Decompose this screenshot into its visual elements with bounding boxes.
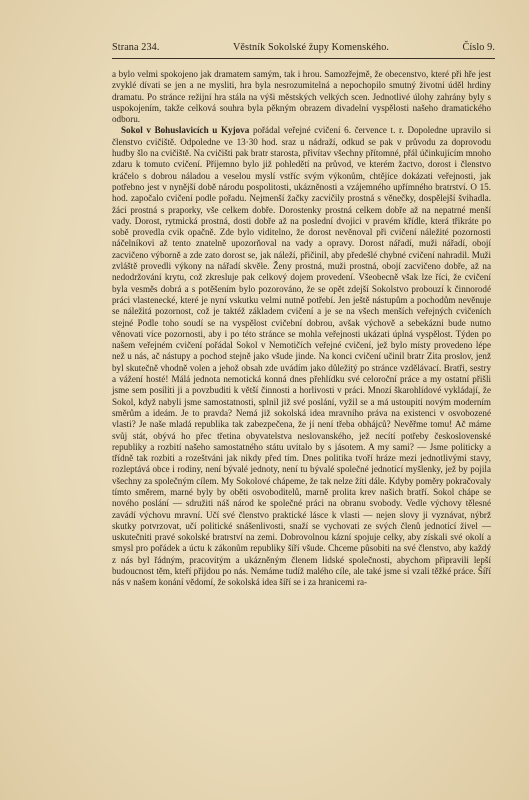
paragraph-dramatic-review: a bylo velmi spokojeno jak dramatem samým, tak i hrou. Samozřejmě, že obecenstvo, které při hře jest zvyklé dívati se jen a ne mysliti, hra byla nesrozumitelná a nepochopilo smutný životní úděl hrdiny dramatu. Po stránce režijní hra stála na výši městských velkých scen. Jednotlivé úlohy zahrány byly s uspokojením, takže celková souhra byla pěkným obrazem divadelní vyspělosti našeho dramatického odboru. — [112, 69, 491, 125]
running-header — [112, 42, 495, 53]
article-body — [112, 69, 491, 589]
section-heading: Sokol v Bohuslavicích u Kyjova — [121, 125, 250, 136]
header-divider — [112, 58, 495, 59]
page-number-label: Strana 234. — [112, 42, 160, 53]
paragraph-public-exercise-text: pořádal veřejné cvičení 6. července t. r. Dopoledne upravilo si členstvo cvičiště. Odpoledne ve 13·30 hod. sraz u nádraží, odkud se pak v průvodu za doprovodu hudby šlo na cvičiště. Na cvičišti pak bratr starosta, přivítav všechny přítomné, přál účinkujícím mnoho zdaru k tomuto cvičení. Příjemno bylo již pohledětí na průvod, ve kterém žactvo, dorost i členstvo kráčelo s dobrou náladou a veselou myslí vstříc svým výkonům, chtějíce dokázati veřejnosti, jak potřebno jest v nynější době národu pospolitosti, ukázněnosti a vzájemného upřímného bratrství. O 15. hod. započalo cvičení podle pořadu. Nejmenší žačky zacvičily prostná s věnečky, dospělejší švihadla. žáci prostná s praporky, vše celkem dobře. Dorostenky prostná celkem dobře až na nepatrné menší vady. Dorost, rytmická prostná, dosti dobře až na poslední dvojici v pravém křídle, která třikráte po sobě provedla cvik opačně. Zde bylo viditelno, že dorost nevěnoval při cvičení náležité pozornosti náčelníkovi až tento znatelně upozorňoval na vady a opravy. Dorost nářadí, muži nářadí, obojí zacvičeno výborně a zde zato dorost se, jak náleží, přičinil, aby předešlé chybné cvičení nahradil. Muži zvláště provedli výkony na nářadí skvěle. Ženy prostná, muži prostná, obojí zacvičeno dobře, až na nedodržování krytu, což zkresluje pak celkový dojem provedení. Všeobecně však lze říci, že cvičení byla vesměs dobrá a s potěšením bylo pozorováno, že se opět zdejší Sokolstvo probouzí k činnorodé práci vlastenecké, které je nyní vskutku velmi nutně potřebí. Jen ještě nástupům a pochodům nevěnuje se náležitá pozornost, což je taktéž základem cvičení a je se na všech menších veřejných cvičeních stejné Podle toho soudí se na vyspělost cvičební dobrou, avšak výchově a sebekázni bude nutno věnovati více pozornosti, aby i po této stránce se mohla veřejnosti ukázati úplná vyspělost. Týden po našem veřejném cvičení pořádal Sokol v Nemotičích veřejné cvičení, jež bylo místy provedeno lépe než u nás, ač nástupy a pochod stejně jako všude jinde. Na konci cvičení učinil bratr Zita proslov, jenž byl skutečně vhodně volen a jehož obsah zde uvádím jako důležitý po stránce vzdělávací. Bratři, sestry a vážení hosté! Málá jednota nemotická konná dnes přehlídku své celoroční práce a my ostatní přišli jsme sem posíliti ji a povzbuditi k větší činnosti a horlivosti v práci. Mnozí škarohlídové vykládají, že Sokol, když nabyli jsme samostatnosti, splnil již své poslání, vyžil se a má ustoupiti novým moderním směrům a ideám. Je to pravda? Nemá již sokolská idea mravního práva na existenci v osvobozené vlasti? Je naše mladá republika tak zabezpečena, že jí není třeba obhájců? Nevěřme tomu! Ač máme svůj stát, obývá ho přec třetina obyvatelstva neslovanského, jež necítí potřeby československé republiky a rozbití našeho samostatného státu uvítalo by s jásotem. A my sami? — Jsme politicky a třídně tak rozbiti a rozeštváni jak nikdy před tím. Dnes politika tvoří hráze mezi jednotlivými stavy, rozleptává obce i rodiny, není bývalé jednoty, není tu bývalé společné jednotící myšlenky, jež by pojila všechny za společným cílem. My Sokolové chápeme, že tak nelze žíti dále. Kdyby poměry pokračovaly tímto směrem, marné byly by oběti osvoboditelů, marně prolita krev našich bratří. Sokol chápe se nového poslání — sdružiti náš národ ke společné práci na obranu svobody. Vedle výchovy tělesné zavádí výchovu mravní. Učí své členstvo praktické lásce k vlasti — nejen slovy ji vyznávat, nýbrž skutky potvrzovat, učí politické snášenlivosti, snaží se vychovati ze svých členů jednotící živel — uskutečniti pravé sokolské bratrství na zemi. Dobrovolnou kázní spojuje celky, aby získali své okolí a smysl pro pořádek a úctu k zákonům republiky šíří všude. Chceme působiti na své členstvo, aby každý z nás byl řádným, pracovitým a ukázněným členem lidské společnosti, abychom připravili lepší budoucnost těm, kteří přijdou po nás. Nemáme tudíž malého cíle, ale také jsme si vzali těžké práce. Šíří nás v našem konání vědomí, že sokolská idea šíří se i za hranicemi ra- — [112, 125, 491, 588]
journal-title: Věstník Sokolské župy Komenského. — [232, 42, 390, 53]
issue-number-label: Číslo 9. — [462, 42, 495, 53]
paragraph-public-exercise — [112, 125, 491, 588]
